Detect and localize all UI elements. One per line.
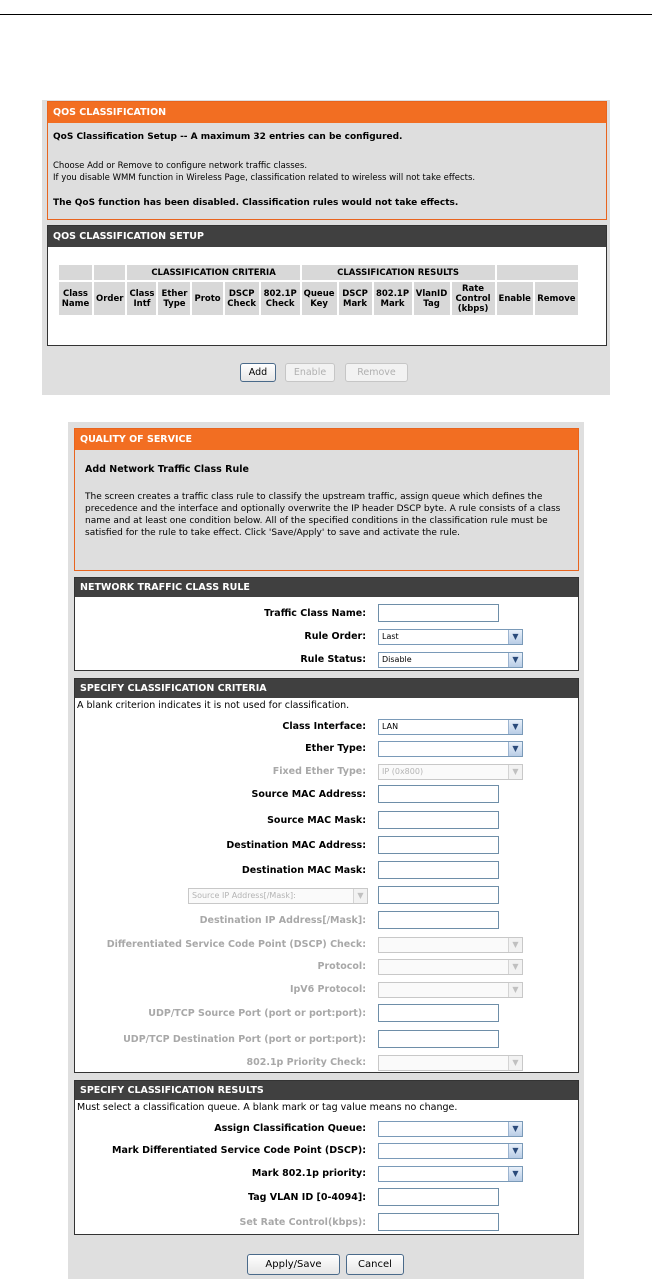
quality-of-service-header: QUALITY OF SERVICE [75, 429, 578, 450]
rule-order-select[interactable] [378, 629, 523, 645]
dest-mac-mask-label: Destination MAC Mask: [241, 865, 366, 876]
dest-mac-label: Destination MAC Address: [226, 840, 366, 851]
column-header: Queue Key [302, 282, 337, 315]
network-traffic-class-rule-section [74, 577, 579, 671]
dest-mac-mask-input[interactable] [378, 861, 499, 879]
rule-order-value: Last [382, 632, 399, 641]
chevron-down-icon: ▼ [508, 630, 522, 644]
priority-check-label: 802.1p Priority Check: [246, 1057, 366, 1068]
table-header-blank [497, 265, 578, 280]
rate-control-input[interactable] [378, 1213, 499, 1231]
rule-status-select[interactable] [378, 652, 523, 668]
priority-check-select[interactable] [378, 1055, 523, 1071]
rate-control-label: Set Rate Control(kbps): [239, 1217, 366, 1228]
traffic-class-name-input[interactable] [378, 604, 499, 622]
chevron-down-icon: ▼ [508, 742, 522, 756]
vlan-id-input[interactable] [378, 1188, 499, 1206]
priority-mark-select[interactable] [378, 1166, 523, 1182]
chevron-down-icon: ▼ [508, 983, 522, 997]
fixed-ether-type-select[interactable] [378, 764, 523, 780]
results-note: Must select a classification queue. A blank mark or tag value means no change. [77, 1102, 458, 1113]
column-header: 802.1P Mark [374, 282, 412, 315]
criteria-section-header: SPECIFY CLASSIFICATION CRITERIA [75, 679, 578, 698]
protocol-select[interactable] [378, 959, 523, 975]
dest-port-label: UDP/TCP Destination Port (port or port:port): [123, 1034, 366, 1045]
dscp-mark-select[interactable] [378, 1143, 523, 1159]
dest-port-input[interactable] [378, 1030, 499, 1048]
qos-setup-line: QoS Classification Setup -- A maximum 32 entries can be configured. [53, 132, 403, 142]
class-interface-select[interactable] [378, 719, 523, 735]
table-header-blank [59, 265, 92, 280]
dscp-check-select[interactable] [378, 937, 523, 953]
ipv6-protocol-label: IpV6 Protocol: [289, 984, 366, 995]
fixed-ether-type-value: IP (0x800) [382, 767, 424, 776]
page-top-rule [0, 14, 652, 15]
chevron-down-icon: ▼ [508, 1122, 522, 1136]
apply-save-button[interactable]: Apply/Save [247, 1254, 340, 1275]
source-port-input[interactable] [378, 1004, 499, 1022]
column-header: Remove [535, 282, 578, 315]
chevron-down-icon: ▼ [508, 1144, 522, 1158]
priority-mark-label: Mark 802.1p priority: [251, 1168, 366, 1179]
column-header: VlanID Tag [414, 282, 450, 315]
cancel-button[interactable]: Cancel [346, 1254, 404, 1275]
rule-section-header: NETWORK TRAFFIC CLASS RULE [75, 578, 578, 597]
rule-status-value: Disable [382, 655, 412, 664]
remove-button[interactable]: Remove [345, 363, 408, 382]
table-header-blank [94, 265, 125, 280]
chevron-down-icon: ▼ [508, 960, 522, 974]
dest-ip-input[interactable] [378, 911, 499, 929]
column-header: 802.1P Check [261, 282, 300, 315]
column-header: Proto [192, 282, 222, 315]
source-ip-type-select[interactable] [188, 888, 368, 904]
qos-info-line-1: Choose Add or Remove to configure network traffic classes. [53, 161, 308, 171]
chevron-down-icon: ▼ [353, 889, 367, 903]
quality-of-service-info-box [74, 428, 579, 571]
dscp-mark-label: Mark Differentiated Service Code Point (DSCP): [112, 1145, 366, 1156]
queue-label: Assign Classification Queue: [214, 1123, 366, 1134]
column-header: Enable [497, 282, 533, 315]
protocol-label: Protocol: [317, 961, 366, 972]
traffic-class-name-label: Traffic Class Name: [264, 608, 366, 619]
chevron-down-icon: ▼ [508, 1056, 522, 1070]
qos-classification-setup-box [47, 225, 607, 346]
class-interface-label: Class Interface: [282, 721, 366, 732]
column-header: DSCP Mark [339, 282, 372, 315]
classification-criteria-section [74, 678, 579, 1073]
qos-disabled-line: The QoS function has been disabled. Classification rules would not take effects. [53, 198, 459, 208]
classification-results-section [74, 1080, 579, 1235]
ipv6-protocol-select[interactable] [378, 982, 523, 998]
qos-classification-info-box [47, 101, 607, 220]
add-rule-title: Add Network Traffic Class Rule [85, 464, 249, 475]
source-ip-input[interactable] [378, 886, 499, 904]
column-header: DSCP Check [225, 282, 259, 315]
add-button[interactable]: Add [240, 363, 276, 382]
qos-classification-header: QOS CLASSIFICATION [48, 102, 606, 123]
source-mac-input[interactable] [378, 785, 499, 803]
chevron-down-icon: ▼ [508, 1167, 522, 1181]
queue-select[interactable] [378, 1121, 523, 1137]
rule-status-label: Rule Status: [300, 654, 366, 665]
source-ip-type-value: Source IP Address[/Mask]: [192, 891, 296, 900]
column-header: Rate Control (kbps) [452, 282, 495, 315]
source-port-label: UDP/TCP Source Port (port or port:port): [148, 1008, 366, 1019]
chevron-down-icon: ▼ [508, 938, 522, 952]
dscp-check-label: Differentiated Service Code Point (DSCP) Check: [106, 939, 366, 950]
source-mac-mask-label: Source MAC Mask: [267, 815, 366, 826]
dest-mac-input[interactable] [378, 836, 499, 854]
add-rule-description: The screen creates a traffic class rule to classify the upstream traffic, assign queue which defines the precedence and the interface and optionally overwrite the IP header DSCP byte. A rule consists of a class name and at least one condition below. All of the specified conditions in the classification rule must be satisfied for the rule to take effect. Click 'Save/Apply' to save and activate the rule. [85, 492, 561, 538]
column-header: Class Name [59, 282, 92, 315]
column-header: Order [94, 282, 125, 315]
ether-type-select[interactable] [378, 741, 523, 757]
source-mac-mask-input[interactable] [378, 811, 499, 829]
class-interface-value: LAN [382, 722, 399, 731]
results-section-header: SPECIFY CLASSIFICATION RESULTS [75, 1081, 578, 1100]
rule-order-label: Rule Order: [304, 631, 366, 642]
criteria-group-header: CLASSIFICATION CRITERIA [127, 265, 299, 280]
qos-info-line-2: If you disable WMM function in Wireless Page, classification related to wireless will not take effects. [53, 173, 476, 183]
classification-table [57, 263, 580, 317]
chevron-down-icon: ▼ [508, 720, 522, 734]
column-header: Ether Type [158, 282, 190, 315]
vlan-id-label: Tag VLAN ID [0-4094]: [248, 1192, 366, 1203]
criteria-note: A blank criterion indicates it is not used for classification. [77, 700, 350, 711]
results-group-header: CLASSIFICATION RESULTS [302, 265, 495, 280]
dest-ip-label: Destination IP Address[/Mask]: [199, 915, 366, 926]
chevron-down-icon: ▼ [508, 765, 522, 779]
fixed-ether-type-label: Fixed Ether Type: [272, 766, 366, 777]
column-header: Class Intf [127, 282, 156, 315]
source-mac-label: Source MAC Address: [251, 789, 366, 800]
qos-setup-header: QOS CLASSIFICATION SETUP [48, 226, 606, 247]
ether-type-label: Ether Type: [305, 743, 366, 754]
enable-button[interactable]: Enable [285, 363, 335, 382]
chevron-down-icon: ▼ [508, 653, 522, 667]
